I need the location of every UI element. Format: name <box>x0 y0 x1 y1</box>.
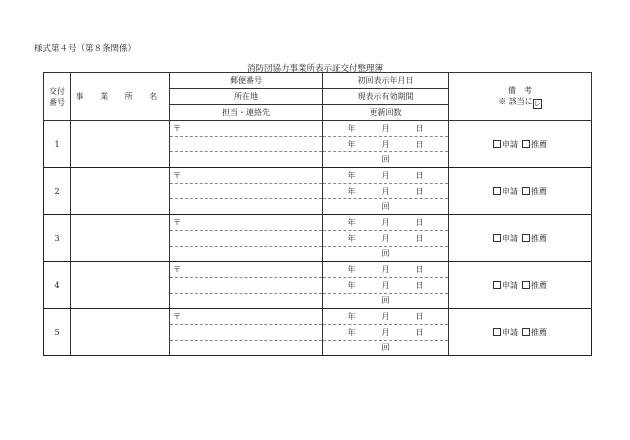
issue-number-cell: 5 <box>44 309 71 356</box>
apply-option: 申請 <box>493 281 518 290</box>
first-display-date-cell: 年 月 日 <box>323 309 449 325</box>
apply-option: 申請 <box>493 187 518 196</box>
recommend-checkbox[interactable] <box>522 234 530 242</box>
valid-period-cell: 年 月 日 <box>323 277 449 293</box>
company-name-cell <box>71 309 170 356</box>
first-display-date-cell: 年 月 日 <box>323 168 449 184</box>
recommend-checkbox[interactable] <box>522 328 530 336</box>
apply-checkbox[interactable] <box>493 234 501 242</box>
table-row <box>44 262 592 278</box>
recommend-option: 推薦 <box>522 140 547 149</box>
check-mark-box: レ <box>533 99 541 108</box>
contact-cell <box>170 340 323 356</box>
first-display-date-cell: 年 月 日 <box>323 215 449 231</box>
location-cell <box>170 324 323 340</box>
renewal-count-cell: 回 <box>323 293 449 309</box>
table-row <box>44 168 592 184</box>
valid-period-cell: 年 月 日 <box>323 324 449 340</box>
contact-header: 担当・連絡先 <box>170 105 323 121</box>
company-name-cell <box>71 121 170 168</box>
table-header <box>44 73 592 121</box>
register-table <box>43 72 592 356</box>
location-header: 所在地 <box>170 89 323 105</box>
postal-code-cell: 〒 <box>170 168 323 184</box>
recommend-checkbox[interactable] <box>522 187 530 195</box>
remarks-note: ※ 該当にレ <box>498 96 541 108</box>
apply-checkbox[interactable] <box>493 281 501 289</box>
issue-number-cell: 3 <box>44 215 71 262</box>
renewal-count-cell: 回 <box>323 246 449 262</box>
valid-period-cell: 年 月 日 <box>323 136 449 152</box>
first-display-date-cell: 年 月 日 <box>323 262 449 278</box>
renewal-count-cell: 回 <box>323 152 449 168</box>
recommend-checkbox[interactable] <box>522 140 530 148</box>
first-display-date-cell: 年 月 日 <box>323 121 449 137</box>
renewal-count-cell: 回 <box>323 199 449 215</box>
apply-checkbox[interactable] <box>493 140 501 148</box>
recommend-option: 推薦 <box>522 328 547 337</box>
form-number: 様式第４号（第８条関係） <box>34 44 137 54</box>
company-name-cell <box>71 215 170 262</box>
contact-cell <box>170 152 323 168</box>
table-row <box>44 309 592 325</box>
recommend-option: 推薦 <box>522 187 547 196</box>
remarks-cell <box>449 215 592 262</box>
apply-option: 申請 <box>493 140 518 149</box>
remarks-cell <box>449 262 592 309</box>
table-body <box>44 121 592 356</box>
location-cell <box>170 183 323 199</box>
renewal-count-cell: 回 <box>323 340 449 356</box>
contact-cell <box>170 293 323 309</box>
location-cell <box>170 136 323 152</box>
postal-code-header: 郵便番号 <box>170 73 323 89</box>
postal-code-cell: 〒 <box>170 121 323 137</box>
issue-number-header: 交付 番号 <box>44 73 71 121</box>
recommend-option: 推薦 <box>522 281 547 290</box>
postal-code-cell: 〒 <box>170 262 323 278</box>
valid-period-cell: 年 月 日 <box>323 183 449 199</box>
apply-checkbox[interactable] <box>493 187 501 195</box>
apply-option: 申請 <box>493 234 518 243</box>
valid-period-cell: 年 月 日 <box>323 230 449 246</box>
postal-code-cell: 〒 <box>170 215 323 231</box>
issue-number-cell: 2 <box>44 168 71 215</box>
location-cell <box>170 277 323 293</box>
company-name-cell <box>71 168 170 215</box>
recommend-checkbox[interactable] <box>522 281 530 289</box>
renewal-count-header: 更新回数 <box>323 105 449 121</box>
table-row <box>44 215 592 231</box>
issue-number-cell: 4 <box>44 262 71 309</box>
valid-period-header: 現表示有効期間 <box>323 89 449 105</box>
apply-checkbox[interactable] <box>493 328 501 336</box>
company-name-header: 事 業 所 名 <box>71 73 170 121</box>
document-title: 消防団協力事業所表示証交付整理簿 <box>246 64 383 74</box>
postal-code-cell: 〒 <box>170 309 323 325</box>
apply-option: 申請 <box>493 328 518 337</box>
recommend-option: 推薦 <box>522 234 547 243</box>
contact-cell <box>170 246 323 262</box>
issue-number-cell: 1 <box>44 121 71 168</box>
location-cell <box>170 230 323 246</box>
company-name-cell <box>71 262 170 309</box>
first-display-date-header: 初回表示年月日 <box>323 73 449 89</box>
remarks-cell <box>449 309 592 356</box>
remarks-cell <box>449 168 592 215</box>
remarks-cell <box>449 121 592 168</box>
contact-cell <box>170 199 323 215</box>
table-row <box>44 121 592 137</box>
remarks-header: 備 考 ※ 該当にレ <box>449 73 592 121</box>
